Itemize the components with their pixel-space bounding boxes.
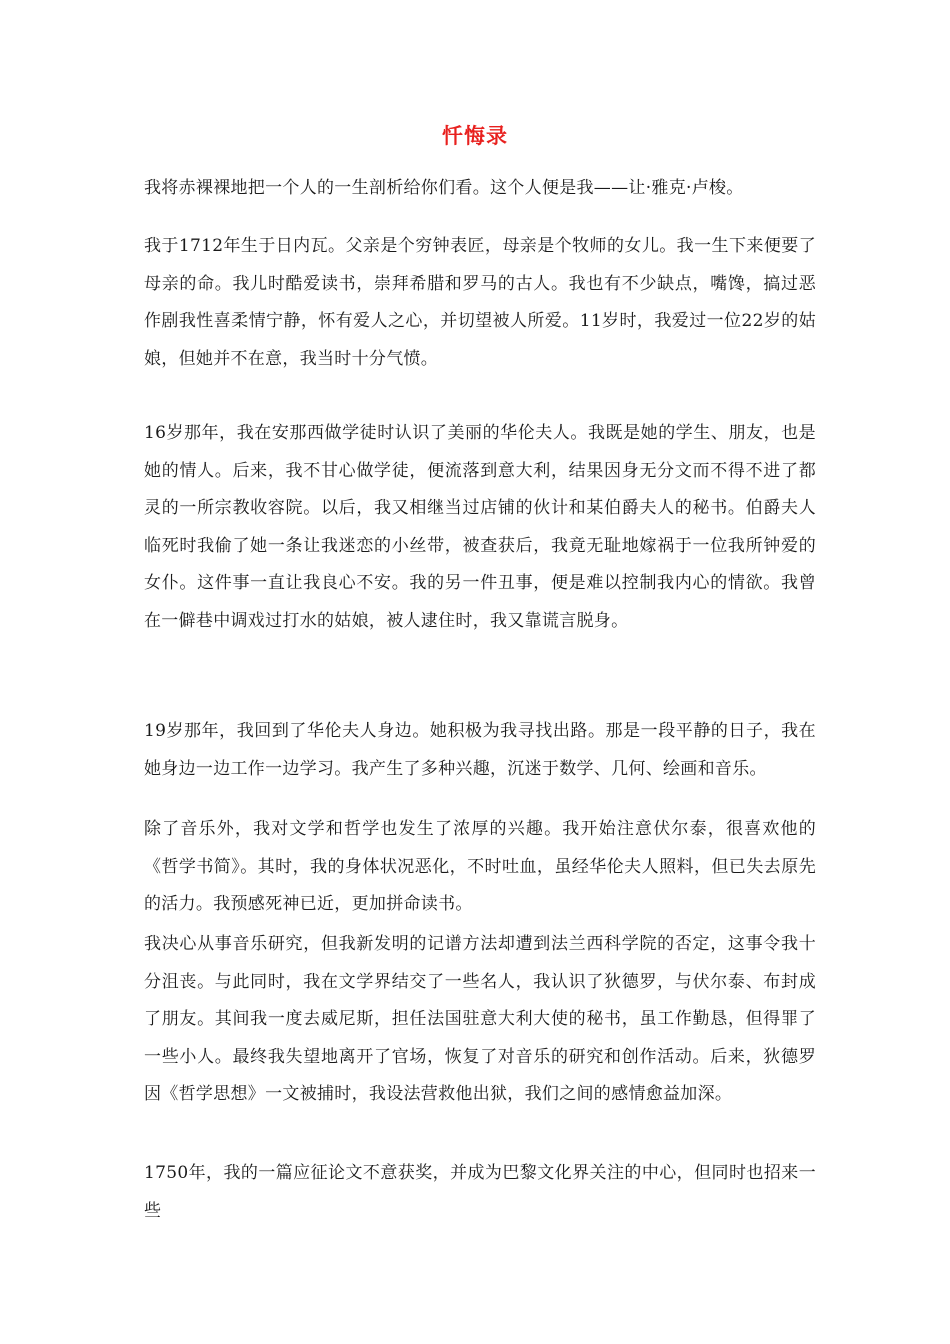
paragraph-intro: 我将赤裸裸地把一个人的一生剖析给你们看。这个人便是我——让·雅克·卢梭。 <box>144 178 744 198</box>
paragraph-1750: 1750年，我的一篇应征论文不意获奖，并成为巴黎文化界关注的中心，但同时也招来一些 <box>144 1163 816 1221</box>
paragraph-age-16: 16岁那年，我在安那西做学徒时认识了美丽的华伦夫人。我既是她的学生、朋友，也是她的情人。后来，我不甘心做学徒，便流落到意大利，结果因身无分文而不得不进了都灵的一所宗教收容院。以后，我又相继当过店铺的伙计和某伯爵夫人的秘书。伯爵夫人临死时我偷了她一条让我迷恋的小丝带，被查获后，我竟无耻地嫁祸于一位我所钟爱的女仆。这件事一直让我良心不安。我的另一件丑事，便是难以控制我内心的情欲。我曾在一僻巷中调戏过打水的姑娘，被人逮住时，我又靠谎言脱身。 <box>144 423 816 631</box>
document-title: 忏悔录 <box>442 124 508 148</box>
paragraph-literature-philosophy: 除了音乐外，我对文学和哲学也发生了浓厚的兴趣。我开始注意伏尔泰，很喜欢他的《哲学书简》。其时，我的身体状况恶化，不时吐血，虽经华伦夫人照料，但已失去原先的活力。我预感死神已近，更加拼命读书。 <box>144 819 816 914</box>
paragraph-childhood: 我于1712年生于日内瓦。父亲是个穷钟表匠，母亲是个牧师的女儿。我一生下来便要了母亲的命。我儿时酷爱读书，崇拜希腊和罗马的古人。我也有不少缺点，嘴馋，搞过恶作剧我性喜柔情宁静，怀有爱人之心，并切望被人所爱。11岁时，我爱过一位22岁的姑娘，但她并不在意，我当时十分气愤。 <box>144 236 816 369</box>
paragraph-age-19: 19岁那年，我回到了华伦夫人身边。她积极为我寻找出路。那是一段平静的日子，我在她身边一边工作一边学习。我产生了多种兴趣，沉迷于数学、几何、绘画和音乐。 <box>144 721 816 779</box>
paragraph-music-research: 我决心从事音乐研究，但我新发明的记谱方法却遭到法兰西科学院的否定，这事令我十分沮丧。与此同时，我在文学界结交了一些名人，我认识了狄德罗，与伏尔泰、布封成了朋友。其间我一度去威尼斯，担任法国驻意大利大使的秘书，虽工作勤恳，但得罪了一些小人。最终我失望地离开了官场，恢复了对音乐的研究和创作活动。后来，狄德罗因《哲学思想》一文被捕时，我设法营救他出狱，我们之间的感情愈益加深。 <box>144 934 816 1104</box>
